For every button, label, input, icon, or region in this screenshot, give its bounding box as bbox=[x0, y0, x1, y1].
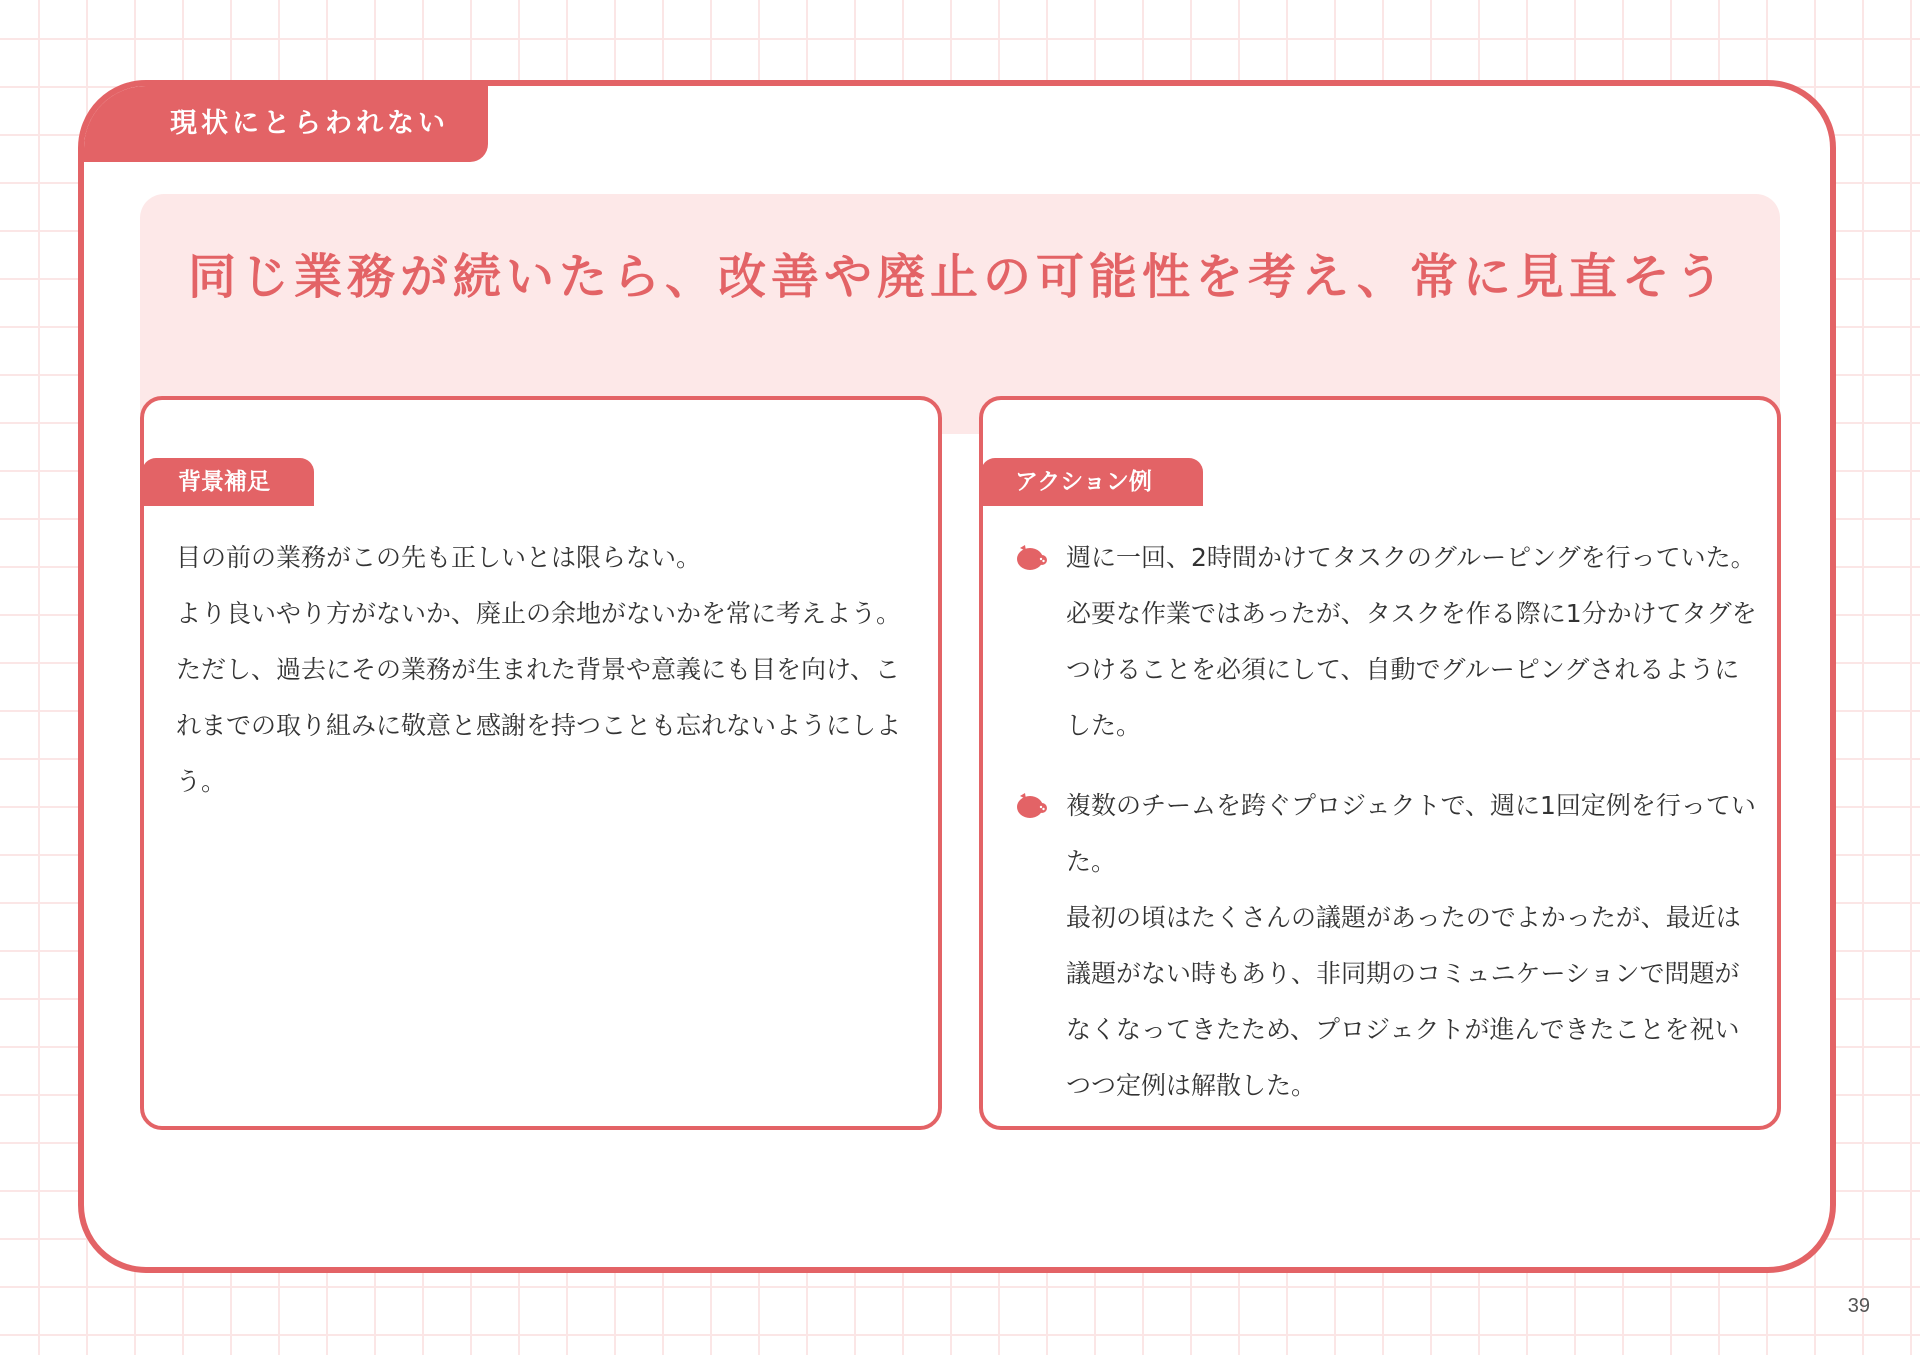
page-title: 同じ業務が続いたら、改善や廃止の可能性を考え、常に見直そう bbox=[188, 249, 1728, 305]
pig-icon bbox=[1014, 792, 1048, 820]
background-panel-body bbox=[176, 530, 916, 810]
action-item bbox=[1014, 530, 1764, 754]
category-tab: 現状にとらわれない bbox=[84, 86, 488, 162]
action-item bbox=[1014, 778, 1764, 1114]
action-text: 複数のチームを跨ぐプロジェクトで、週に1回定例を行っていた。 最初の頃はたくさんの議題があったのでよかったが、最近は議題がない時もあり、非同期のコミュニケーションで問題がなくなってきたため、プロジェクトが進んできたことを祝いつつ定例は解散した。 bbox=[1066, 791, 1756, 1100]
pig-icon bbox=[1014, 544, 1048, 572]
background-panel-label: 背景補足 bbox=[142, 458, 314, 506]
background-text: 目の前の業務がこの先も正しいとは限らない。 より良いやり方がないか、廃止の余地がないかを常に考えよう。ただし、過去にその業務が生まれた背景や意義にも目を向け、これまでの取り組みに敬意と感謝を持つことも忘れないようにしよう。 bbox=[176, 543, 902, 796]
action-text: 週に一回、2時間かけてタスクのグルーピングを行っていた。必要な作業ではあったが、タスクを作る際に1分かけてタグをつけることを必須にして、自動でグルーピングされるようにした。 bbox=[1066, 543, 1757, 740]
action-panel-label: アクション例 bbox=[981, 458, 1203, 506]
page-number: 39 bbox=[1847, 1295, 1870, 1317]
action-list bbox=[1014, 530, 1764, 1114]
